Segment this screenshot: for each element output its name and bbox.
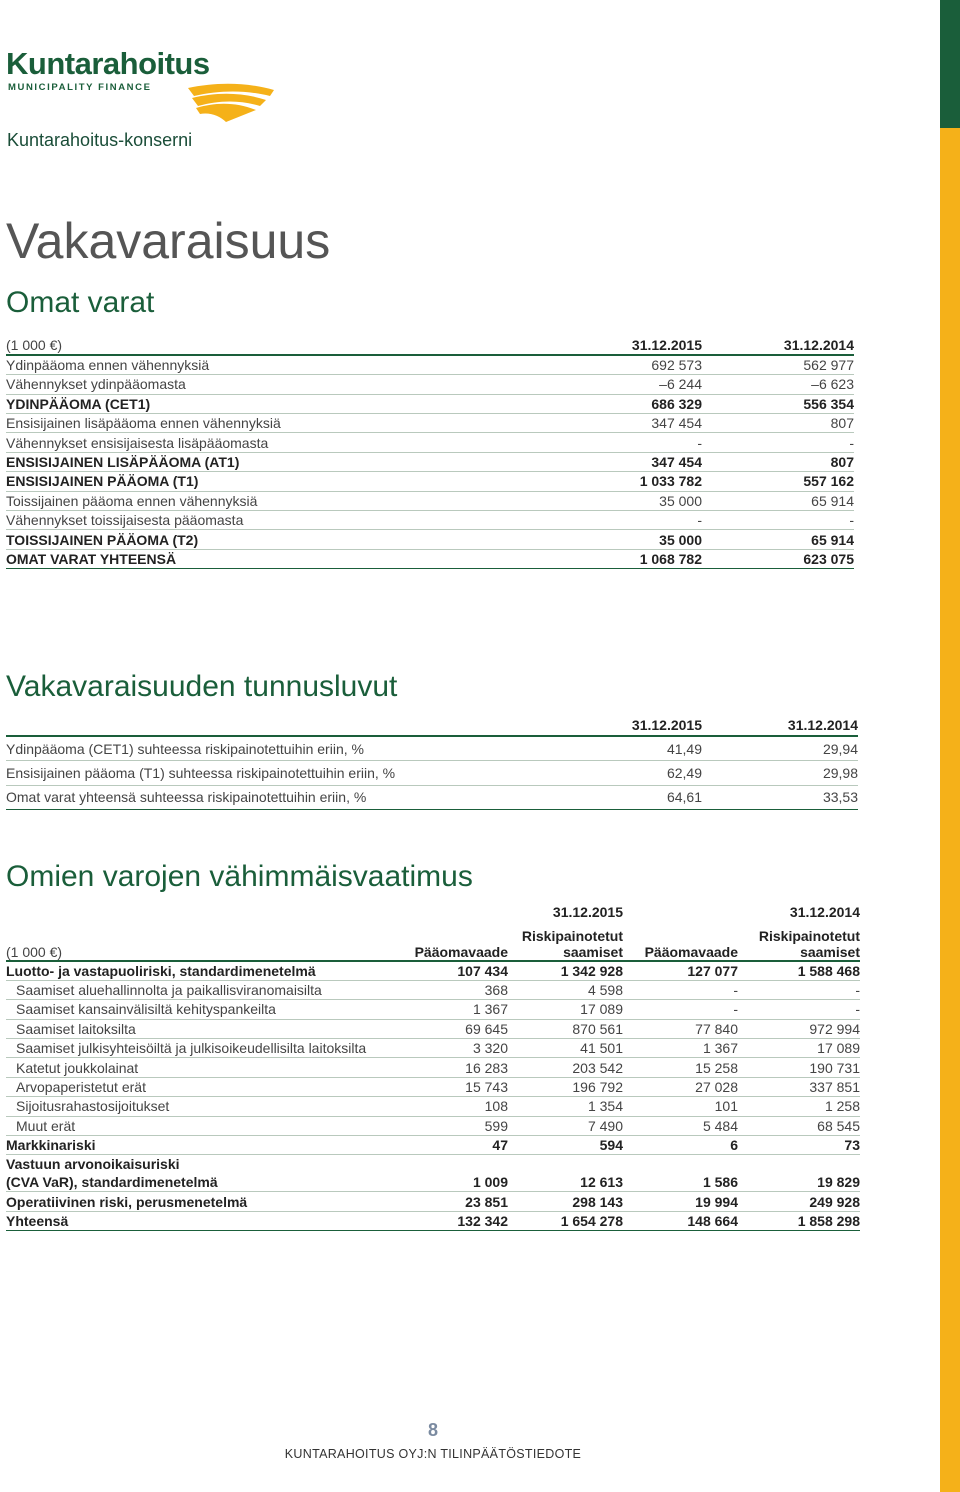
table-row (6, 1077, 860, 1096)
table-cell-value: 148 664 (687, 1212, 738, 1229)
table-cell-label: OMAT VARAT YHTEENSÄ (6, 550, 177, 567)
table-cell-value: - (849, 512, 854, 529)
table-row (6, 1116, 860, 1135)
table-cell-value: 6 (730, 1137, 738, 1154)
table-cell-label: ENSISIJAINEN PÄÄOMA (T1) (6, 473, 199, 490)
table-cell-value: 23 851 (465, 1193, 508, 1210)
table-header (6, 714, 858, 736)
logo-subtitle: MUNICIPALITY FINANCE (8, 82, 152, 93)
table-cell-value: 64,61 (666, 789, 702, 806)
table-cell-value: 298 143 (572, 1193, 623, 1210)
table-cell-value: 249 928 (809, 1193, 860, 1210)
table-cell-label: Markkinariski (6, 1137, 96, 1154)
column-header: 31.12.2015 (631, 337, 702, 354)
label-line: Vastuun arvonoikaisuriski (6, 1156, 180, 1173)
table-cell-label: Ydinpääoma ennen vähennyksiä (6, 357, 210, 374)
table-cell-value: 62,49 (666, 764, 702, 781)
table-cell-value: 65 914 (811, 531, 854, 548)
section-heading-tunnusluvut: Vakavaraisuuden tunnusluvut (6, 670, 398, 703)
table-cell-label: Muut erät (16, 1117, 76, 1134)
table-cell-value: 5 484 (702, 1117, 738, 1134)
column-header: Pääomavaade (414, 944, 508, 960)
side-color-bar-top (940, 0, 960, 128)
table-row (6, 355, 854, 374)
section-heading-omat-varat: Omat varat (6, 286, 155, 319)
table-cell-value: 69 645 (465, 1020, 508, 1037)
table-cell-label: Vähennykset ensisijaisesta lisäpääomasta (6, 434, 269, 451)
table-row (6, 1211, 860, 1230)
table-cell-label: TOISSIJAINEN PÄÄOMA (T2) (6, 531, 199, 548)
brand-logo (6, 48, 276, 124)
table-cell-label: Saamiset julkisyhteisöiltä ja julkisoikeudellisilta laitoksilta (16, 1040, 367, 1057)
table-cell-label: YDINPÄÄOMA (CET1) (6, 395, 151, 412)
table-cell-value: 1 033 782 (639, 473, 702, 490)
table-row (6, 394, 854, 413)
column-header: 31.12.2014 (783, 337, 854, 354)
table-cell-label: Yhteensä (6, 1212, 69, 1229)
table-row (6, 736, 858, 761)
table-cell-value: 47 (492, 1137, 508, 1154)
table-cell-value: 19 994 (695, 1193, 738, 1210)
table-cell-value: 347 454 (651, 415, 702, 432)
table-cell-label: ENSISIJAINEN LISÄPÄÄOMA (AT1) (6, 454, 240, 471)
unit-label: (1 000 €) (6, 944, 63, 960)
table-cell-value: 3 320 (472, 1040, 508, 1057)
table-cell-value: 1 588 468 (797, 962, 860, 979)
table-cell-label: Arvopaperistetut erät (16, 1079, 146, 1096)
table-cell-value: 101 (714, 1098, 738, 1115)
table-cell-value: - (855, 1001, 860, 1018)
table-row (6, 1019, 860, 1038)
table-cell-label: Katetut joukkolainat (16, 1059, 139, 1076)
table-cell-value: 41,49 (666, 740, 702, 757)
table-cell-value: 1 342 928 (560, 962, 623, 979)
page-number: 8 (427, 1420, 438, 1440)
table-cell-value: 623 075 (803, 550, 854, 567)
table-cell-value: 4 598 (587, 982, 623, 999)
table-cell-value: 1 009 (472, 1174, 508, 1191)
table-cell-value: 692 573 (651, 357, 702, 374)
logo-swoosh-icon (186, 78, 276, 124)
table-cell-label: Ydinpääoma (CET1) suhteessa riskipainotettuihin eriin, % (6, 740, 364, 757)
omat-varat-table (6, 336, 854, 569)
table-row (6, 761, 858, 786)
table-cell-value: 27 028 (695, 1079, 738, 1096)
table-cell-value: 1 354 (587, 1098, 623, 1115)
table-row (6, 414, 854, 433)
table-cell-value: 15 258 (695, 1059, 738, 1076)
column-header: Pääomavaade (644, 944, 738, 960)
table-cell-label: Saamiset aluehallinnolta ja paikallisviranomaisilta (16, 982, 322, 999)
table-cell-value: 33,53 (822, 789, 858, 806)
table-cell-value: 73 (844, 1137, 860, 1154)
group-name: Kuntarahoitus-konserni (7, 130, 193, 150)
table-cell-value: - (697, 434, 702, 451)
table-cell-value: - (849, 434, 854, 451)
table-cell-value: 107 434 (457, 962, 508, 979)
table-cell-value: 1 258 (824, 1098, 860, 1115)
table-cell-label: Operatiivinen riski, perusmenetelmä (6, 1193, 248, 1210)
table-row (6, 1192, 860, 1211)
label-line: (CVA VaR), standardimenetelmä (6, 1174, 218, 1191)
table-cell-label: Sijoitusrahastosijoitukset (16, 1098, 170, 1115)
table-cell-value: 972 994 (809, 1020, 860, 1037)
table-cell-value: 1 858 298 (797, 1212, 860, 1229)
table-row (6, 375, 854, 394)
table-row (6, 1136, 860, 1155)
table-cell-value: 35 000 (659, 531, 702, 548)
table-cell-value: 17 089 (817, 1040, 860, 1057)
table-cell-value: 12 613 (580, 1174, 623, 1191)
table-cell-value: 556 354 (803, 395, 854, 412)
table-cell-label: Saamiset laitoksilta (16, 1020, 136, 1037)
table-row (6, 530, 854, 549)
column-header: 31.12.2014 (789, 904, 860, 920)
table-cell-value: 594 (599, 1137, 623, 1154)
table-cell-value: 29,94 (822, 740, 858, 757)
table-cell-value: 65 914 (811, 492, 854, 509)
page-title: Vakavaraisuus (6, 213, 331, 269)
table-row (6, 980, 860, 999)
table-cell-label: Vähennykset ydinpääomasta (6, 376, 186, 393)
table-cell-label: Vähennykset toissijaisesta pääomasta (6, 512, 244, 529)
table-cell-value: 132 342 (457, 1212, 508, 1229)
table-cell-value: 17 089 (580, 1001, 623, 1018)
table-row (6, 1000, 860, 1019)
table-row (6, 472, 854, 491)
table-cell-label: Luotto- ja vastapuoliriski, standardimenetelmä (6, 962, 316, 979)
table-cell-label: Saamiset kansainvälisiltä kehityspankeilta (16, 1001, 276, 1018)
table-cell-value: 196 792 (572, 1079, 623, 1096)
page-footer: KUNTARAHOITUS OYJ:N TILINPÄÄTÖSTIEDOTE (284, 1447, 582, 1461)
table-cell-value: 1 654 278 (560, 1212, 623, 1229)
table-cell-label: Ensisijainen pääoma (T1) suhteessa riskipainotettuihin eriin, % (6, 764, 396, 781)
table-row (6, 452, 854, 471)
table-header (6, 922, 860, 961)
side-color-bar (940, 0, 960, 1492)
table-cell-value: 7 490 (587, 1117, 623, 1134)
table-cell-value: 35 000 (659, 492, 702, 509)
table-header (6, 336, 854, 355)
table-cell-value: –6 244 (659, 376, 702, 393)
column-header: 31.12.2014 (787, 716, 858, 733)
table-cell-value: 562 977 (803, 357, 854, 374)
tunnusluvut-table (6, 714, 858, 810)
table-cell-value: 16 283 (465, 1059, 508, 1076)
table-cell-label: Ensisijainen lisäpääoma ennen vähennyksiä (6, 415, 281, 432)
table-cell-value: 1 068 782 (639, 550, 702, 567)
table-cell-value: 557 162 (803, 473, 854, 490)
column-header: 31.12.2015 (631, 716, 702, 733)
logo-wordmark: Kuntarahoitus (6, 46, 210, 81)
table-cell-value: 870 561 (572, 1020, 623, 1037)
table-cell-value: 77 840 (695, 1020, 738, 1037)
table-row (6, 511, 854, 530)
table-row (6, 1097, 860, 1116)
column-header: 31.12.2015 (552, 904, 623, 920)
table-cell-value: 807 (830, 454, 854, 471)
table-row (6, 1039, 860, 1058)
table-cell-value: 68 545 (817, 1117, 860, 1134)
table-cell-value: - (697, 512, 702, 529)
table-cell-value: 41 501 (580, 1040, 623, 1057)
column-header: Riskipainotetut saamiset (521, 928, 623, 960)
table-row (6, 1058, 860, 1077)
table-cell-value: - (733, 982, 738, 999)
table-cell-value: –6 623 (811, 376, 854, 393)
vahimmaisvaatimus-table (6, 902, 860, 1231)
table-row (6, 491, 854, 510)
table-cell-value: - (855, 982, 860, 999)
unit-label: (1 000 €) (6, 337, 63, 354)
table-cell-value: 368 (484, 982, 508, 999)
table-cell-value: 190 731 (809, 1059, 860, 1076)
table-cell-value: 1 367 (472, 1001, 508, 1018)
table-cell-value: - (733, 1001, 738, 1018)
table-cell-value: 29,98 (822, 764, 858, 781)
table-cell-value: 127 077 (687, 962, 738, 979)
table-cell-value: 807 (830, 415, 854, 432)
table-cell-value: 347 454 (651, 454, 702, 471)
table-cell-value: 337 851 (809, 1079, 860, 1096)
column-header: Riskipainotetut saamiset (758, 928, 860, 960)
table-row (6, 961, 860, 980)
table-row (6, 785, 858, 810)
table-cell-value: 15 743 (465, 1079, 508, 1096)
table-cell-value: 203 542 (572, 1059, 623, 1076)
date-header-row (6, 902, 860, 922)
table-cell-value: 599 (484, 1117, 508, 1134)
table-cell-label: Toissijainen pääoma ennen vähennyksiä (6, 492, 258, 509)
table-row (6, 549, 854, 568)
table-cell-value: 19 829 (817, 1174, 860, 1191)
table-cell-value: 686 329 (651, 395, 702, 412)
table-cell-value: 1 367 (702, 1040, 738, 1057)
table-row (6, 433, 854, 452)
table-cell-label (6, 1155, 406, 1192)
table-cell-value: 1 586 (702, 1174, 738, 1191)
table-cell-label: Omat varat yhteensä suhteessa riskipainotettuihin eriin, % (6, 789, 367, 806)
table-cell-value: 108 (484, 1098, 508, 1115)
table-row (6, 1155, 860, 1192)
section-heading-vahimmaisvaatimus: Omien varojen vähimmäisvaatimus (6, 860, 473, 893)
